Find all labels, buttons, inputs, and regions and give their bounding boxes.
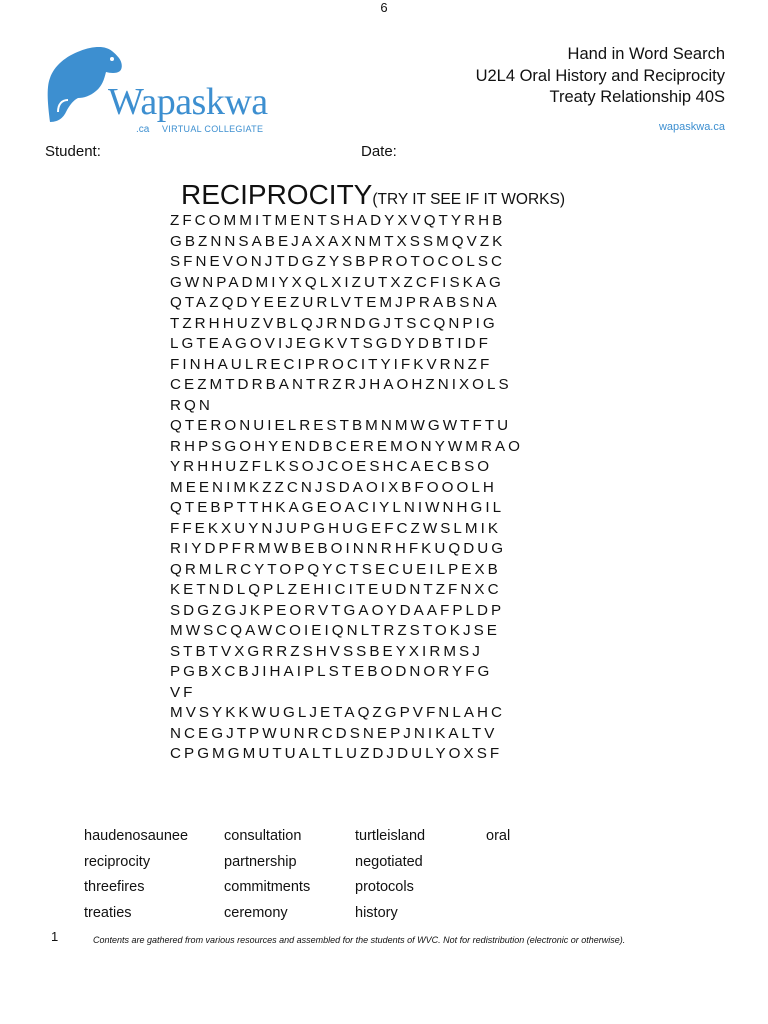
logo-wordmark: Wapaskwa — [108, 81, 268, 123]
grid-row: CPGMGMUTUALTLUZDJDULYOXSF — [170, 745, 503, 762]
grid-row: MWSCQAWCOIEIQNLTRZSTOKJSE — [170, 622, 500, 639]
grid-row: QTERONUIELRESTBMNMWGWTFTU — [170, 417, 512, 434]
grid-row: GWNPADMIYXQLXIZUTXZCFISKAG — [170, 273, 504, 291]
footer-page-number: 1 — [51, 929, 59, 944]
grid-row: RIYDPFRMWBEBOINNRHFKUQDUG — [170, 540, 507, 557]
grid-row: QTEBPTTHKAGEOACIYLNIWNHGIL — [170, 499, 505, 516]
grid-row: ZFCOMMITMENTSHADYXVQTYRHB — [170, 212, 506, 229]
student-label: Student: — [45, 143, 101, 160]
title-main: RECIPROCITY — [181, 179, 373, 210]
grid-row: FINHAULRECIPROCITYIFKVRNZF — [170, 355, 493, 373]
grid-row: SFNEVONJTDGZYSBPROTOCOLSC — [170, 253, 506, 270]
word-column — [84, 826, 188, 929]
grid-row: STBTVXGRRZSHVSSBEYXIRMSJ — [170, 642, 483, 660]
page-title — [181, 179, 565, 211]
word-item: haudenosaunee — [84, 828, 189, 844]
grid-row: PGBXCBJIHAIPLSTEBODNORYFG — [170, 663, 493, 680]
grid-row: NCEGJTPWUNRCDSNEPJNIKALTV — [170, 724, 498, 742]
word-item: protocols — [355, 879, 414, 896]
word-column — [486, 826, 510, 852]
grid-row: QTAZQDYEEZURLVTEMJPRABSNA — [170, 294, 500, 311]
word-item: reciprocity — [84, 853, 151, 870]
word-column — [224, 826, 310, 929]
grid-row: MVSYKKWUGLJETAQZGPVFNLAHC — [170, 704, 506, 721]
grid-row: GBZNNSABEJAXAXNMTXSSMQVZK — [170, 232, 506, 250]
header-line: Hand in Word Search — [567, 45, 725, 63]
footer-note: Contents are gathered from various resources and assembled for the students of WVC. Not for redistribution (electronic or otherwise). — [93, 935, 626, 945]
page-number: 6 — [380, 0, 388, 15]
header-info — [476, 44, 725, 109]
wapaskwa-logo — [44, 44, 284, 136]
word-column — [355, 826, 425, 929]
word-search-grid — [170, 211, 630, 765]
grid-row: FFEKXUYNJUPGHUGEFCZWSLMIK — [170, 519, 502, 537]
grid-row: YRHHUZFLKSOJCOESHCAECBSO — [170, 458, 493, 475]
logo-ca: .ca — [136, 124, 150, 135]
logo-subtitle: VIRTUAL COLLEGIATE — [162, 124, 264, 134]
word-item: commitments — [224, 879, 311, 896]
grid-row: CEZMTDRBANTRZRJHAOHZNIXOLS — [170, 376, 512, 393]
grid-row: QRMLRCYTOPQYCTSECUEILPEXB — [170, 560, 501, 578]
word-item: history — [355, 905, 398, 922]
word-item: treaties — [84, 905, 132, 922]
word-item: threefires — [84, 879, 145, 896]
site-link[interactable]: wapaskwa.ca — [658, 121, 725, 133]
date-label: Date: — [361, 143, 397, 160]
word-item: consultation — [224, 828, 302, 844]
word-item: turtleisland — [355, 828, 426, 844]
header-line: U2L4 Oral History and Reciprocity — [475, 66, 725, 85]
grid-row: LGTEAGOVIJEGKVTSGDYDBTIDF — [170, 335, 491, 352]
grid-row: MEENIMKZZCNJSDAOIXBFOOOLH — [170, 478, 497, 496]
grid-row: SDGZGJKPEORVTGAOYDAAFPLDP — [170, 601, 505, 619]
title-subtitle: (TRY IT SEE IF IT WORKS) — [372, 191, 565, 208]
grid-row: VF — [170, 683, 196, 701]
header-line: Treaty Relationship 40S — [549, 88, 725, 106]
grid-row: RQN — [170, 396, 213, 414]
word-item: ceremony — [224, 905, 288, 922]
grid-row: KETNDLQPLZEHICITEUDNTZFNXC — [170, 581, 502, 598]
word-item: negotiated — [355, 853, 423, 870]
word-item: oral — [486, 828, 511, 844]
grid-row: TZRHHUZVBLQJRNDGJTSCQNPIG — [170, 314, 498, 332]
word-item: partnership — [224, 853, 297, 870]
grid-row: RHPSGOHYENDBCEREMONYWMRAO — [170, 437, 524, 455]
